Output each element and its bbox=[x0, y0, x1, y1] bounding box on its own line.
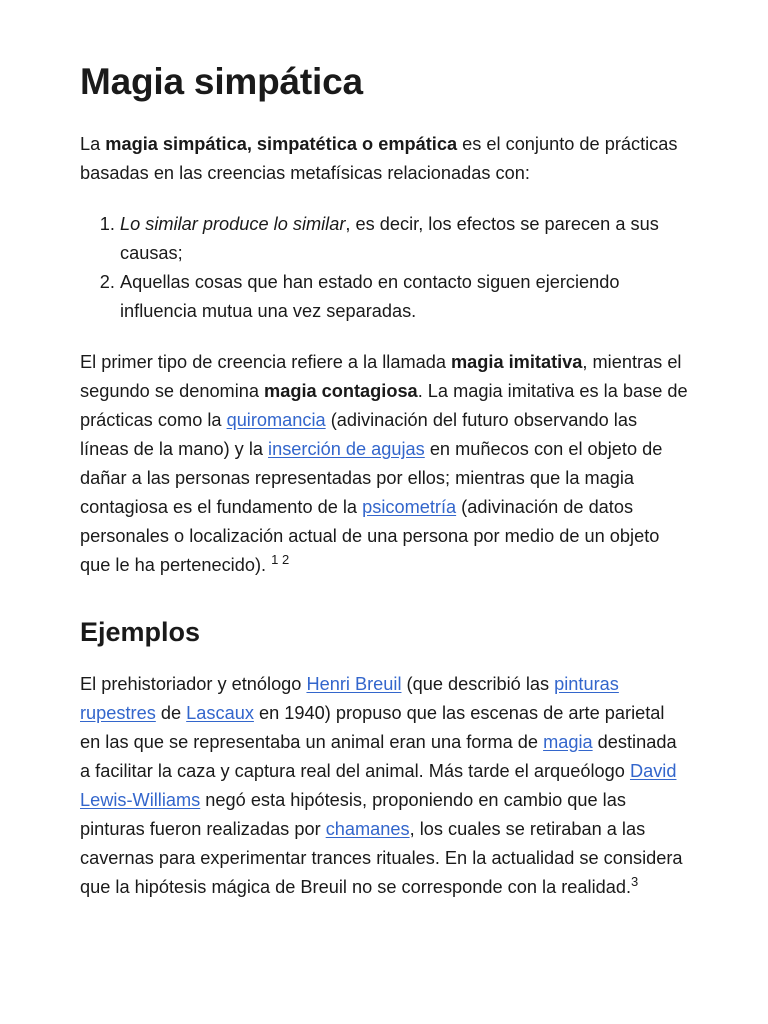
text-run: El prehistoriador y etnólogo bbox=[80, 674, 307, 694]
link-magia[interactable]: magia bbox=[543, 732, 593, 752]
link-insercion-de-agujas[interactable]: inserción de agujas bbox=[268, 439, 425, 459]
bold-term: magia contagiosa bbox=[264, 381, 418, 401]
principles-list bbox=[80, 210, 688, 326]
reference-superscript[interactable]: 3 bbox=[631, 874, 639, 889]
text-run: (adivinación del futuro observando las líneas de la mano) y la bbox=[80, 410, 638, 459]
text-run: Aquellas cosas que han estado en contacto siguen ejerciendo influencia mutua una vez separadas. bbox=[120, 272, 620, 321]
intro-paragraph bbox=[80, 130, 688, 188]
text-run: destinada a facilitar la caza y captura real del animal. Más tarde el arqueólogo bbox=[80, 732, 677, 781]
reference-superscript[interactable]: 1 2 bbox=[271, 552, 290, 567]
link-pinturas-rupestres[interactable]: pinturas rupestres bbox=[80, 674, 619, 723]
text-run: en muñecos con el objeto de dañar a las personas representadas por ellos; mientras que la magia contagiosa es el fundamento de la bbox=[80, 439, 663, 517]
text-run: , es decir, los efectos se parecen a sus causas; bbox=[120, 214, 659, 263]
text-run: . La magia imitativa es la base de prácticas como la bbox=[80, 381, 688, 430]
types-paragraph bbox=[80, 348, 688, 580]
text-run: La bbox=[80, 134, 106, 154]
link-lascaux[interactable]: Lascaux bbox=[186, 703, 254, 723]
link-quiromancia[interactable]: quiromancia bbox=[226, 410, 326, 430]
link-henri-breuil[interactable]: Henri Breuil bbox=[306, 674, 402, 694]
link-david-lewis-williams[interactable]: David Lewis-Williams bbox=[80, 761, 677, 810]
link-psicometria[interactable]: psicometría bbox=[362, 497, 457, 517]
text-run: (que describió las bbox=[401, 674, 555, 694]
text-run: , mientras el segundo se denomina bbox=[80, 352, 682, 401]
text-run: , los cuales se retiraban a las cavernas para experimentar trances rituales. En la actualidad se considera que la hipótesis mágica de Breuil no se corresponde con la realidad. bbox=[80, 819, 683, 897]
bold-term: magia imitativa bbox=[451, 352, 583, 372]
page-title: Magia simpática bbox=[80, 61, 363, 102]
bold-term: magia simpática, simpatética o empática bbox=[105, 134, 458, 154]
text-run: es el conjunto de prácticas basadas en las creencias metafísicas relacionadas con: bbox=[80, 134, 678, 183]
examples-paragraph bbox=[80, 670, 688, 902]
link-chamanes[interactable]: chamanes bbox=[325, 819, 410, 839]
text-run: de bbox=[155, 703, 187, 723]
text-run: negó esta hipótesis, proponiendo en cambio que las pinturas fueron realizadas por bbox=[80, 790, 626, 839]
text-run: (adivinación de datos personales o localización actual de una persona por medio de un objeto que le ha pertenecido). bbox=[80, 497, 660, 575]
list-item bbox=[120, 268, 688, 326]
italic-phrase: Lo similar produce lo similar bbox=[120, 214, 346, 234]
section-heading: Ejemplos bbox=[80, 617, 201, 647]
text-run: El primer tipo de creencia refiere a la llamada bbox=[80, 352, 451, 372]
list-item bbox=[120, 210, 688, 268]
text-run: en 1940) propuso que las escenas de arte parietal en las que se representaba un animal eran una forma de bbox=[80, 703, 665, 752]
